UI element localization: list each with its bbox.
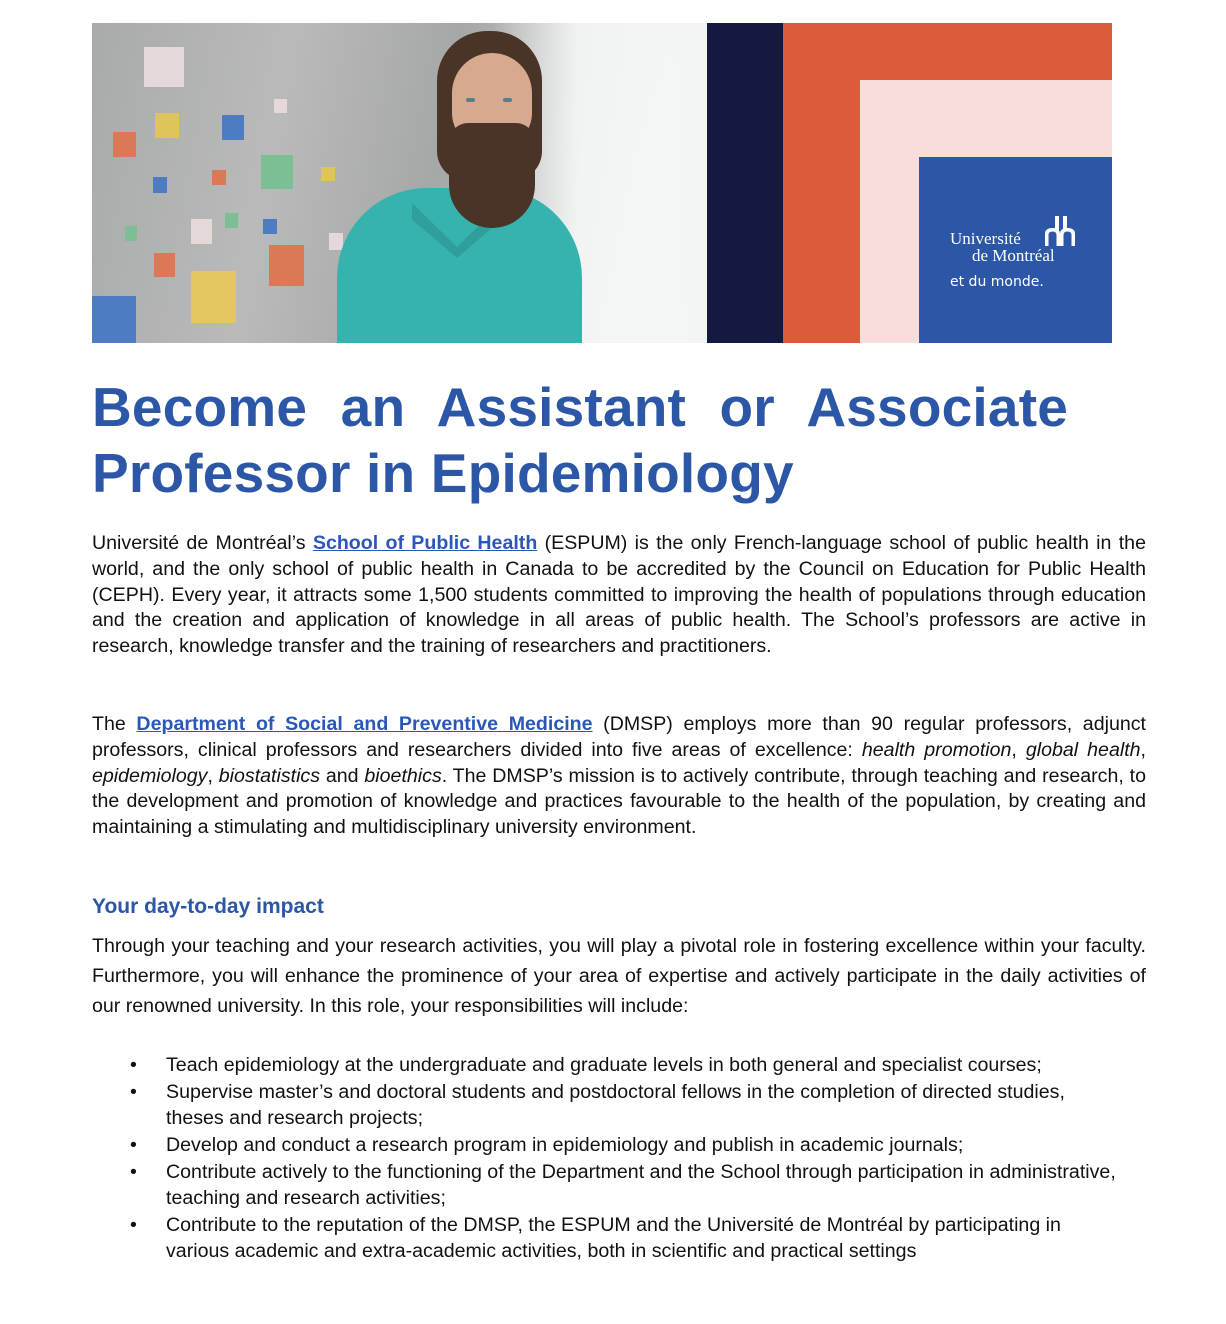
person-eye	[466, 98, 475, 102]
list-item-text: Supervise master’s and doctoral students and postdoctoral fellows in the completion of directed studies, theses and research projects;	[166, 1081, 1065, 1129]
list-item-text: Develop and conduct a research program in epidemiology and publish in academic journals;	[166, 1134, 964, 1156]
area-health-promotion: health promotion	[861, 738, 1012, 761]
decor-square	[92, 296, 136, 343]
area-bioethics: bioethics	[364, 764, 442, 787]
person-eye	[503, 98, 512, 102]
decor-square	[153, 177, 167, 193]
decor-square	[225, 213, 238, 228]
decor-square	[154, 253, 175, 277]
list-item-text: Contribute to the reputation of the DMSP, the ESPUM and the Université de Montréal by participating in various academic and extra-academic activities, both in scientific and practical settings	[166, 1214, 1061, 1262]
department-text-start: The	[92, 713, 137, 735]
bullet-icon: •	[130, 1081, 137, 1103]
decor-square	[263, 219, 277, 234]
decor-square	[191, 271, 236, 323]
page-title-line1: Become an Assistant or Associate	[92, 376, 1068, 438]
decor-square	[125, 226, 137, 241]
bullet-icon: •	[130, 1161, 137, 1183]
list-item	[92, 1159, 1122, 1211]
area-biostatistics: biostatistics	[218, 764, 321, 787]
header-banner	[92, 23, 1112, 343]
area-global-health: global health	[1025, 738, 1141, 761]
decor-square	[329, 233, 343, 250]
decor-square	[144, 47, 184, 87]
person-beard	[449, 123, 535, 228]
area-epidemiology: epidemiology	[92, 764, 208, 787]
bullet-icon: •	[130, 1134, 137, 1156]
department-text-a: (DMSP) employs more than 90 regular professors, adjunct professors, clinical professors and researchers divided into five areas of excellence:	[92, 713, 1146, 761]
decor-square	[269, 245, 304, 286]
decor-square	[261, 155, 293, 189]
impact-heading: Your day-to-day impact	[92, 895, 324, 918]
bullet-icon: •	[130, 1214, 137, 1236]
banner-photo	[92, 23, 707, 343]
list-item	[92, 1079, 1122, 1131]
area-separator: ,	[1140, 738, 1146, 761]
school-of-public-health-link[interactable]: School of Public Health	[312, 532, 538, 554]
responsibilities-list	[92, 1052, 1122, 1265]
decor-square	[212, 170, 226, 185]
decor-square	[222, 115, 244, 140]
list-item-text: Contribute actively to the functioning of the Department and the School through participation in administrative, teaching and research activities;	[166, 1161, 1116, 1209]
page-title	[92, 374, 1092, 506]
intro-text-start: Université de Montréal’s	[92, 532, 313, 554]
intro-paragraph	[92, 531, 1146, 660]
decor-square	[274, 99, 287, 113]
decor-square	[321, 167, 335, 181]
department-paragraph	[92, 712, 1146, 841]
list-item	[92, 1052, 1122, 1078]
intro-text-rest: (ESPUM) is the only French-language school of public health in the world, and the only school of public health in Canada to be accredited by the Council on Education for Public Health (CEPH). Every year, it attracts some 1,500 students committed to improving the health of populations through education and the creation and application of knowledge in all areas of public health. The School’s professors are active in research, knowledge transfer and the training of researchers and practitioners.	[92, 532, 1146, 658]
department-link[interactable]: Department of Social and Preventive Medicine	[136, 713, 593, 735]
logo-text-line2: de Montréal	[972, 246, 1055, 265]
banner-navy-strip	[707, 23, 783, 343]
bullet-icon: •	[130, 1054, 137, 1076]
logo-text-line1: Université	[950, 229, 1021, 248]
list-item-text: Teach epidemiology at the undergraduate and graduate levels in both general and specialist courses;	[166, 1054, 1042, 1076]
department-text-b: . The DMSP’s mission is to actively contribute, through teaching and research, to the development and promotion of knowledge and practices favourable to the health of the population, by creating and maintaining a stimulating and multidisciplinary university environment.	[92, 764, 1146, 839]
list-item	[92, 1132, 1122, 1158]
area-separator: and	[320, 764, 365, 787]
decor-square	[155, 113, 179, 138]
page-title-line2: Professor in Epidemiology	[92, 442, 794, 504]
university-emblem-icon	[1044, 216, 1080, 246]
impact-paragraph: Through your teaching and your research activities, you will play a pivotal role in fostering excellence within your faculty. Furthermore, you will enhance the prominence of your area of expertise and actively participate in the daily activities of our renowned university. In this role, your responsibilities will include:	[92, 935, 1146, 1017]
area-separator: ,	[1011, 738, 1026, 761]
decor-square	[191, 219, 212, 244]
university-logo	[919, 157, 1112, 343]
list-item	[92, 1212, 1122, 1264]
logo-tagline: et du monde.	[950, 274, 1044, 290]
decor-square	[113, 132, 136, 157]
area-separator: ,	[207, 764, 219, 787]
